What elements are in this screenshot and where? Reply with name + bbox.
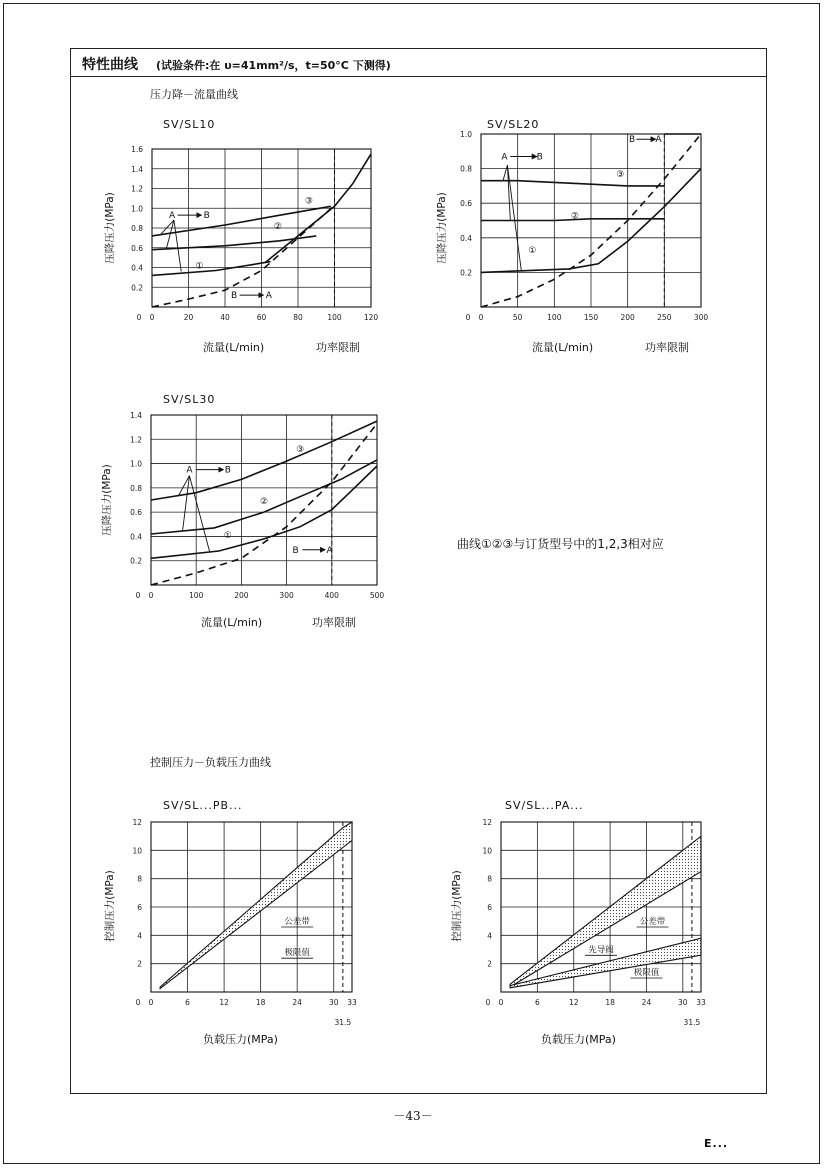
y-tick-label: 0.4: [131, 263, 143, 273]
test-conditions: (试验条件:在 υ=41mm²/s，t=50°C 下测得): [156, 59, 391, 72]
y-tick-label: 0.6: [131, 243, 143, 253]
x-tick-label: 250: [657, 313, 672, 322]
y-tick-label: 0.8: [460, 164, 472, 174]
y-tick-label: 1.4: [130, 411, 142, 420]
curve-label: B: [231, 291, 238, 302]
y-tick-label: 1.4: [131, 164, 143, 174]
curve-label: B: [628, 135, 636, 146]
x-tick-label: 20: [183, 313, 194, 322]
power-limit-label-sl30: 功率限制: [312, 616, 356, 629]
chart-title-pb: SV/SL...PB...: [163, 799, 243, 812]
y-tick-label: 0.8: [131, 224, 143, 233]
chart-title-pa: SV/SL...PA...: [505, 799, 584, 812]
subtitle-control-load: 控制压力－负载压力曲线: [150, 756, 271, 769]
x-tick-label: 200: [234, 591, 249, 600]
y-tick-label: 6: [137, 903, 142, 912]
y-tick-label: 0.6: [460, 199, 472, 209]
x-tick-label: 200: [620, 313, 635, 322]
leader-line: [189, 476, 209, 553]
curve-label: ②: [570, 211, 579, 222]
y-tick-label: 2: [137, 959, 142, 969]
subtitle-pressure-flow: 压力降－流量曲线: [150, 88, 238, 101]
limit-label: 31.5: [683, 1018, 701, 1027]
x-tick-label: 33: [347, 998, 357, 1007]
x-tick-label: 18: [255, 998, 266, 1007]
callout-label: 极限值: [284, 948, 310, 959]
x-tick-label: 0: [148, 998, 154, 1007]
x-tick-label: 400: [324, 591, 339, 600]
chart-title-sl10: SV/SL10: [163, 118, 216, 131]
callout-label: 先导阀: [588, 945, 614, 956]
x-tick-label: 500: [369, 591, 385, 600]
curve-label: ②: [259, 497, 269, 508]
curve-label: B: [203, 211, 210, 222]
origin-label: 0: [465, 313, 471, 322]
x-tick-label: 33: [696, 998, 706, 1007]
y-axis-label: 压降压力(MPa): [436, 192, 448, 264]
chart-sl30: [100, 411, 384, 600]
y-tick-label: 4: [487, 931, 492, 941]
y-tick-label: 2: [487, 959, 492, 969]
y-axis-label: 控制压力(MPa): [104, 870, 116, 942]
xlabel-pa: 负载压力(MPa): [541, 1033, 616, 1046]
curve-label: A: [326, 545, 333, 556]
x-tick-label: 0: [149, 313, 155, 322]
x-tick-label: 0: [478, 313, 484, 322]
x-tick-label: 300: [693, 313, 709, 322]
x-tick-label: 12: [219, 998, 229, 1007]
y-tick-label: 12: [132, 818, 142, 827]
leader-line: [183, 476, 190, 531]
curve-label: ①: [195, 261, 204, 272]
chart-title-sl20: SV/SL20: [487, 118, 540, 131]
curve-label: ①: [528, 245, 537, 256]
curve-label: A: [265, 291, 272, 302]
power-limit-label-sl10: 功率限制: [316, 341, 360, 354]
curve-label: ③: [304, 196, 313, 207]
y-tick-label: 10: [132, 846, 142, 856]
chart-pa: [450, 818, 706, 1027]
chart-pb: [103, 818, 357, 1027]
origin-label: 0: [135, 998, 141, 1007]
chart-title-sl30: SV/SL30: [163, 393, 216, 406]
brand-mark: E...: [704, 1137, 729, 1150]
xlabel-sl20: 流量(L/min): [532, 341, 594, 354]
x-tick-label: 50: [512, 313, 523, 322]
chart-sl10: [103, 145, 378, 322]
y-axis-label: 压降压力(MPa): [104, 192, 116, 264]
x-tick-label: 0: [148, 591, 154, 600]
section-title: 特性曲线: [82, 57, 138, 73]
y-tick-label: 1.6: [131, 145, 143, 154]
y-tick-label: 8: [137, 874, 142, 884]
x-tick-label: 24: [641, 998, 652, 1007]
y-axis-label: 压降压力(MPa): [101, 464, 113, 536]
callout-label: 极限值: [633, 968, 660, 978]
y-tick-label: 4: [137, 931, 142, 941]
x-tick-label: 60: [256, 313, 267, 322]
x-tick-label: 0: [498, 998, 504, 1007]
curve-label: B: [292, 545, 299, 556]
x-tick-label: 150: [583, 313, 599, 322]
y-tick-label: 0.4: [460, 233, 472, 243]
xlabel-sl30: 流量(L/min): [201, 616, 263, 629]
x-tick-label: 80: [293, 313, 303, 322]
x-tick-label: 30: [328, 998, 339, 1007]
origin-label: 0: [136, 313, 142, 322]
curve-label: A: [168, 211, 176, 222]
y-tick-label: 1.0: [460, 130, 472, 139]
y-tick-label: 12: [482, 818, 492, 827]
x-tick-label: 6: [185, 998, 190, 1007]
x-tick-label: 40: [220, 313, 230, 322]
y-tick-label: 0.6: [130, 508, 142, 518]
y-tick-label: 1.2: [130, 435, 142, 445]
chart-sl20: [435, 130, 708, 322]
x-tick-label: 120: [363, 313, 379, 322]
y-tick-label: 0.8: [130, 483, 142, 493]
y-tick-label: 0.4: [130, 532, 142, 542]
callout-label: 公差带: [639, 917, 666, 927]
curve-label: B: [224, 465, 231, 476]
xlabel-pb: 负载压力(MPa): [203, 1033, 278, 1046]
origin-label: 0: [135, 591, 141, 600]
limit-label: 31.5: [334, 1018, 352, 1027]
page-number: －43－: [393, 1109, 433, 1123]
callout-label: 公差带: [284, 917, 310, 927]
y-axis-label: 控制压力(MPa): [451, 870, 463, 942]
curve-label: ②: [273, 222, 282, 233]
curve-label: ③: [296, 445, 305, 455]
curve-label: A: [186, 465, 193, 476]
xlabel-sl10: 流量(L/min): [203, 341, 265, 354]
curve-label: A: [501, 152, 508, 163]
curve-label: A: [655, 135, 662, 146]
x-tick-label: 100: [327, 313, 342, 322]
y-tick-label: 0.2: [131, 283, 143, 293]
x-tick-label: 100: [547, 313, 562, 322]
leader-line: [503, 165, 507, 181]
curve-note: 曲线①②③与订货型号中的1,2,3相对应: [457, 537, 664, 551]
x-tick-label: 12: [568, 998, 579, 1007]
series-line: [152, 262, 271, 276]
x-tick-label: 24: [292, 998, 302, 1007]
y-tick-label: 0.2: [460, 268, 472, 278]
y-tick-label: 8: [487, 874, 492, 884]
y-tick-label: 6: [487, 903, 492, 912]
y-tick-label: 10: [482, 846, 492, 856]
y-tick-label: 1.2: [131, 184, 143, 194]
curve-label: B: [536, 152, 543, 163]
x-tick-label: 6: [534, 998, 540, 1007]
curve-label: ③: [616, 169, 625, 180]
power-limit-label-sl20: 功率限制: [645, 341, 689, 354]
x-tick-label: 30: [678, 998, 688, 1007]
origin-label: 0: [485, 998, 491, 1007]
x-tick-label: 18: [605, 998, 615, 1007]
y-tick-label: 1.0: [130, 459, 142, 469]
x-tick-label: 100: [189, 591, 204, 600]
x-tick-label: 300: [279, 591, 294, 600]
y-tick-label: 0.2: [130, 556, 142, 566]
y-tick-label: 1.0: [131, 204, 143, 214]
curve-label: ①: [223, 531, 232, 542]
